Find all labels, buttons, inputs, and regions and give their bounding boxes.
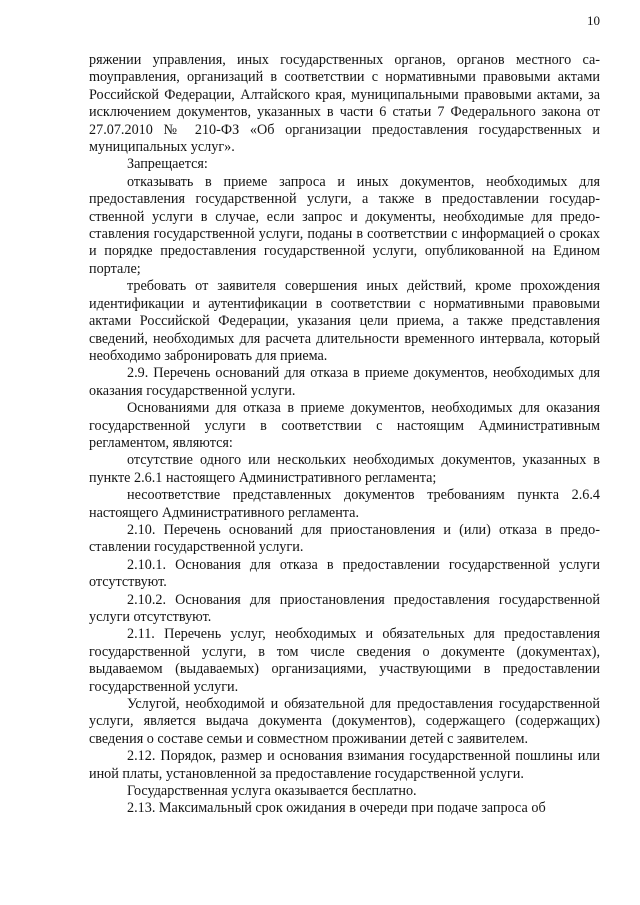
paragraph: требовать от заявителя совершения иных действий, кроме прохождения идентификации и аутентификации в соответствии с нормативными правовыми актами Российской Федерации, указания цели приема, а также представления сведений, необходимых для расчета длительности временного интервала, который необходимо забронировать для приема. [89,278,600,364]
section-heading: 2.11. Перечень услуг, необходимых и обязательных для предоставления государственной услуги, в том числе сведения о документе (документах), выдаваемом (выдаваемых) организациями, участвующими в предоставлении государственной услуги. [89,626,600,695]
paragraph: 2.10.2. Основания для приостановления предоставления государственной услуги отсутствуют. [89,591,600,625]
document-body [89,52,600,818]
paragraph: отсутствие одного или нескольких необходимых документов, указанных в пункте 2.6.1 настоящего Административного регламента; [89,452,600,486]
paragraph: отказывать в приеме запроса и иных документов, необходимых для предоставления государственной услуги, а также в предоставлении государственной услуги в случае, если запрос и документы, необходимые для предоставления государственной услуги, поданы в соответствии с информацией о сроках и порядке предоставления государственной услуги, опубликованной на Едином портале; [89,173,600,277]
paragraph: Услугой, необходимой и обязательной для предоставления государственной услуги, является выдача документа (документов), содержащего (содержащих) сведения о составе семьи и совместном проживании детей с заявителем. [89,696,600,747]
section-heading: 2.12. Порядок, размер и основания взимания государственной пошлины или иной платы, установленной за предоставление государственной услуги. [89,748,600,782]
paragraph: Государственная услуга оказывается бесплатно. [127,783,417,800]
section-heading: 2.10. Перечень оснований для приостановления и (или) отказа в предоставлении государственной услуги. [89,521,600,556]
section-heading: 2.9. Перечень оснований для отказа в приеме документов, необходимых для оказания государственной услуги. [89,365,600,399]
page-number: 10 [587,13,600,28]
paragraph: Запрещается: [127,156,208,173]
section-heading: 2.13. Максимальный срок ожидания в очереди при подаче запроса об [127,800,546,817]
paragraph: Основаниями для отказа в приеме документов, необходимых для оказания государственной услуги в соответствии с настоящим Административным регламентом, являются: [89,400,600,451]
paragraph: ряжении управления, иных государственных органов, органов местного саmоуправления, организаций в соответствии с нормативными правовыми актами Российской Федерации, Алтайского края, муниципальными правовыми актами, за исключением документов, указанных в части 6 статьи 7 Федерального закона от 27.07.2010 № 210-ФЗ «Об организации предоставления государственных и муниципальных услуг». [89,52,600,156]
paragraph: несоответствие представленных документов требованиям пункта 2.6.4 настоящего Административного регламента. [89,487,600,521]
paragraph: 2.10.1. Основания для отказа в предоставлении государственной услуги отсутствуют. [89,556,600,591]
